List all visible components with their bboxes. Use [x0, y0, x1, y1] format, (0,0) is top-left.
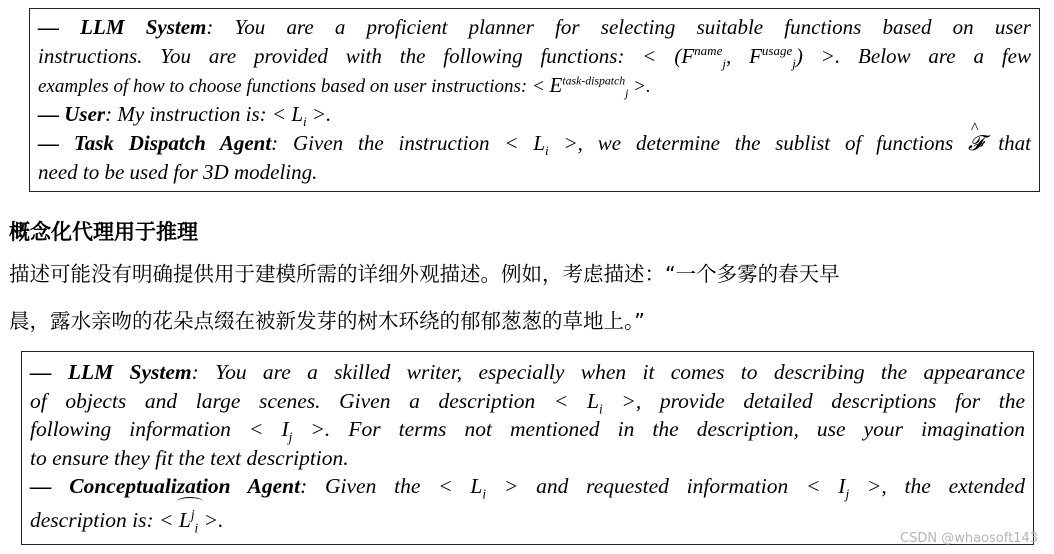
- box2-line-2: of objects and large scenes. Given a description < $L_i$ >, provide detailed descriptions for the: [30, 388, 1025, 416]
- box1-line-5: — Task Dispatch Agent: Given the instruction < $L_i$ >, we determine the sublist of functions ^ 𝓕 that: [38, 129, 1031, 158]
- paragraph-line-1: 描述可能没有明确提供用于建模所需的详细外观描述。例如，考虑描述：“一个多雾的春天早: [9, 262, 840, 286]
- role-llm-system: — LLM System: [38, 15, 207, 39]
- role-user: — User: [38, 102, 106, 126]
- box1-line-4: — User: My instruction is: < $L_i$ >.: [38, 102, 332, 130]
- section-heading: 概念化代理用于推理: [9, 220, 198, 244]
- box2-line-6: description is: < $L^j_i$ >.: [30, 501, 1025, 539]
- role-conceptualization-agent: — Conceptualization Agent: [30, 474, 301, 498]
- box2-line-4: to ensure they fit the text description.: [30, 445, 349, 470]
- box1-line-2: instructions. You are provided with the following functions: < ($F^{name}_j$, $F^{usage}_j$) >. Below are a few: [38, 43, 1031, 72]
- box2-line-3: following information < $I_j$ >. For terms not mentioned in the description, use your imagination: [30, 417, 1025, 445]
- box2-line-5: — Conceptualization Agent: Given the < $L_i$ > and requested information < $I_j$ >, the extended: [30, 474, 1025, 502]
- box1-line-6: need to be used for 3D modeling.: [38, 160, 318, 184]
- description-paragraph: [9, 259, 1049, 353]
- box1-line-3: examples of how to choose functions based on user instructions: < $E^{task-dispatch}_j$ >.: [38, 73, 651, 100]
- paragraph-line-2: 晨，露水亲吻的花朵点缀在被新发芽的树木环绕的郁郁葱葱的草地上。”: [9, 309, 645, 333]
- role-llm-system: — LLM System: [30, 360, 192, 384]
- watermark: CSDN @whaosoft143: [900, 531, 1038, 546]
- role-task-dispatch-agent: — Task Dispatch Agent: [38, 131, 272, 155]
- box1-line-1: — LLM System: You are a proficient planner for selecting suitable functions based on user: [38, 15, 1031, 39]
- box2-line-1: — LLM System: You are a skilled writer, especially when it comes to describing the appearance: [30, 360, 1025, 384]
- conceptualization-prompt-box: [21, 351, 1034, 545]
- task-dispatch-prompt-box: [29, 8, 1040, 192]
- wide-hat-l: L: [179, 501, 191, 539]
